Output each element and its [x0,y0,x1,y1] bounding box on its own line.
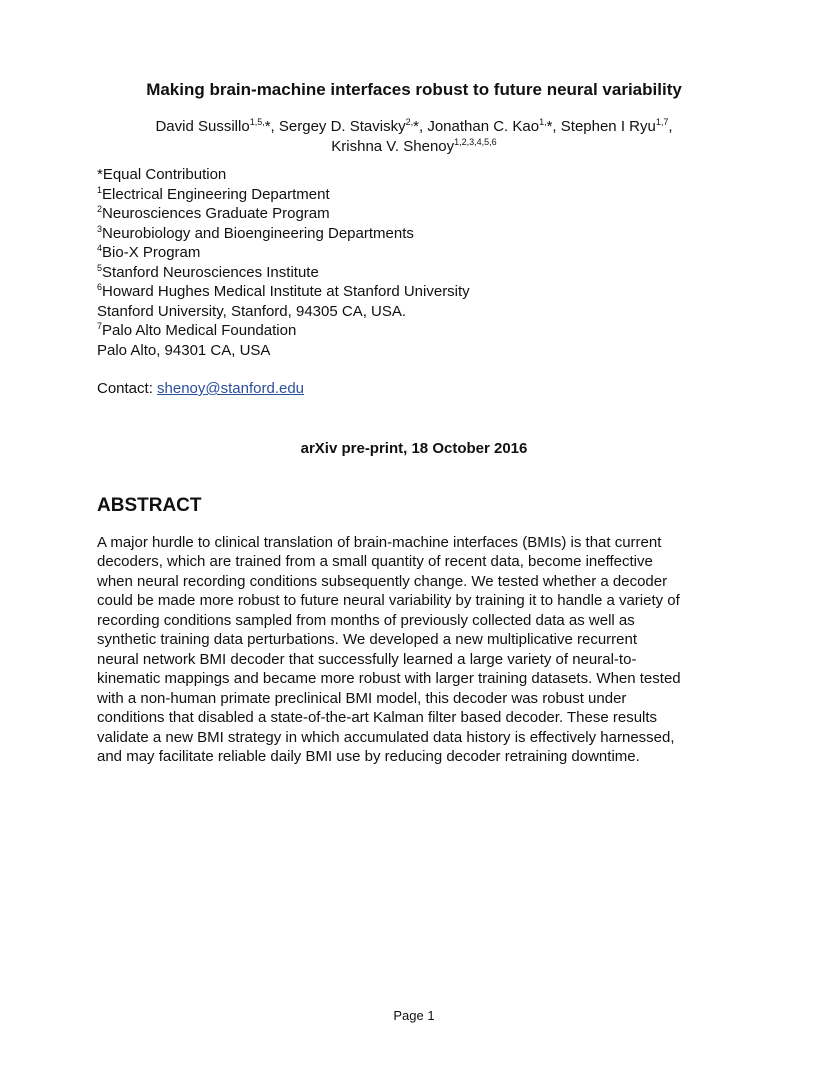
abstract-line: could be made more robust to future neural variability by training it to handle a variety of [97,592,680,610]
author-affiliation-marks: 1,2,3,4,5,6 [454,137,497,147]
abstract-line: A major hurdle to clinical translation of brain-machine interfaces (BMIs) is that current [97,534,662,551]
affiliation-text: Howard Hughes Medical Institute at Stanford University [102,283,470,300]
author-separator: *, [413,118,428,135]
affiliation-text: Stanford University, Stanford, 94305 CA, USA. [97,302,407,320]
abstract-line: validate a new BMI strategy in which accumulated data history is effectively harnessed, [97,728,675,746]
abstract-line: with a non-human primate preclinical BMI model, this decoder was robust under [97,689,627,707]
affiliation-item [97,263,737,283]
author-affiliation-marks: 1,7 [655,117,669,127]
affiliation-text: Palo Alto, 94301 CA, USA [97,341,271,359]
affiliation-item [97,165,737,185]
author-line-1 [60,117,768,137]
abstract-line: kinematic mappings and became more robust with larger training datasets. When tested [97,670,681,688]
affiliation-item [97,243,737,263]
author-list [60,117,768,157]
affiliation-item [97,302,737,322]
author-separator: *, [546,118,561,135]
affiliation-text: *Equal Contribution [97,166,227,183]
affiliation-text: Neurobiology and Bioengineering Departments [102,224,414,242]
affiliation-item [97,204,737,224]
affiliation-item [97,282,737,302]
affiliation-item [97,341,737,361]
affiliation-mark: 7 [97,321,103,331]
author-name: Stephen I Ryu [560,118,656,135]
abstract-body [97,533,737,766]
affiliation-text: Neurosciences Graduate Program [102,205,330,222]
abstract-line: neural network BMI decoder that successfully learned a large variety of neural-to- [97,650,637,668]
affiliation-text: Bio-X Program [102,244,201,261]
paper-title: Making brain-machine interfaces robust to future neural variability [146,80,682,99]
abstract-line: conditions that disabled a state-of-the-art Kalman filter based decoder. These results [97,709,658,727]
author-affiliation-marks: 1,5, [249,117,265,127]
abstract-line: when neural recording conditions subsequently change. We tested whether a decoder [97,572,668,590]
author-name: Krishna V. Shenoy [331,138,455,155]
author-name: David Sussillo [155,118,250,135]
page-number: Page 1 [393,1008,435,1023]
contact-line [97,379,304,399]
affiliation-item [97,224,737,244]
affiliation-list [97,165,737,360]
author-line-2 [60,137,768,157]
affiliation-mark: 6 [97,282,103,292]
affiliation-text: Palo Alto Medical Foundation [102,322,297,339]
author-name: Jonathan C. Kao [427,118,540,135]
affiliation-text: Stanford Neurosciences Institute [102,263,319,281]
affiliation-item [97,185,737,205]
abstract-line: recording conditions sampled from months of previously collected data as well as [97,611,635,629]
contact-label: Contact: [97,380,158,397]
author-separator: , [668,118,673,135]
affiliation-mark: 2 [97,204,103,214]
affiliation-item [97,321,737,341]
affiliation-mark: 5 [97,262,103,273]
affiliation-mark: 1 [97,184,103,195]
author-separator: *, [264,118,279,135]
author-name: Sergey D. Stavisky [278,118,406,135]
abstract-line: synthetic training data perturbations. We developed a new multiplicative recurrent [97,631,638,649]
abstract-line: decoders, which are trained from a small quantity of recent data, become ineffective [97,553,653,571]
affiliation-mark: 4 [97,243,103,253]
author-affiliation-marks: 1, [539,117,547,127]
preprint-notice: arXiv pre-print, 18 October 2016 [300,440,528,457]
contact-email-link[interactable]: shenoy@stanford.edu [157,380,305,397]
abstract-line: and may facilitate reliable daily BMI use by reducing decoder retraining downtime. [97,747,640,765]
author-affiliation-marks: 2, [405,117,414,127]
abstract-heading: ABSTRACT [97,495,202,516]
affiliation-mark: 3 [97,223,103,234]
affiliation-text: Electrical Engineering Department [102,185,330,203]
